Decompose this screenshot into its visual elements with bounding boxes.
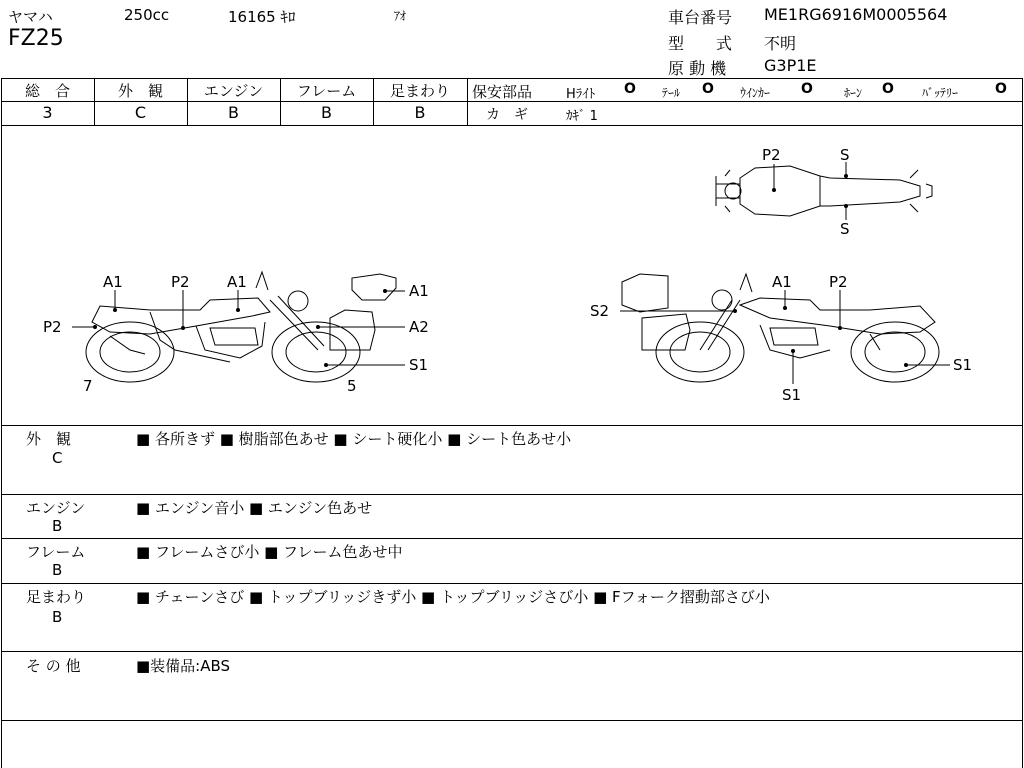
safety-mark-battery: O bbox=[995, 81, 1007, 97]
engine-value: G3P1E bbox=[764, 56, 817, 75]
section-title-other: そ の 他 bbox=[26, 657, 81, 675]
section-title-frame: フレーム bbox=[26, 543, 86, 561]
left-label-a2: A2 bbox=[409, 318, 429, 336]
grade-value-total: 3 bbox=[42, 103, 53, 122]
bottom-empty-row bbox=[1, 720, 1023, 768]
left-label-p2-seat: P2 bbox=[171, 273, 190, 291]
grade-value-frame: B bbox=[321, 103, 332, 122]
section-title-engine: エンジン bbox=[26, 499, 86, 517]
grade-label-exterior: 外 観 bbox=[117, 82, 163, 100]
left-label-a1-rear: A1 bbox=[103, 273, 123, 291]
safety-item-winker: ｳｲﾝｶｰ bbox=[740, 86, 771, 100]
safety-mark-winker: O bbox=[801, 81, 813, 97]
top-label-s-lower: S bbox=[840, 220, 850, 238]
damage-points bbox=[93, 174, 908, 367]
leader-lines bbox=[72, 162, 950, 384]
right-label-p2: P2 bbox=[829, 273, 848, 291]
section-text-suspension: ■ チェーンさび ■ トップブリッジきず小 ■ トップブリッジさび小 ■ Fフォーク摺動部さび小 bbox=[136, 588, 770, 606]
section-text-other: ■装備品:ABS bbox=[136, 657, 231, 675]
safety-item-horn: ﾎｰﾝ bbox=[844, 86, 863, 100]
grade-label-engine: エンジン bbox=[203, 82, 264, 100]
grade-value-engine: B bbox=[228, 103, 239, 122]
displacement: 250cc bbox=[124, 6, 170, 24]
left-label-a1-case: A1 bbox=[409, 282, 429, 300]
section-text-frame: ■ フレームさび小 ■ フレーム色あせ中 bbox=[136, 543, 403, 561]
section-grade-engine: B bbox=[52, 517, 63, 535]
engine-label: 原 動 機 bbox=[668, 59, 727, 78]
type-label: 型 式 bbox=[668, 34, 733, 53]
right-label-s1-front: S1 bbox=[953, 356, 973, 374]
key-label: カ ギ bbox=[486, 107, 528, 123]
section-text-exterior: ■ 各所きず ■ 樹脂部色あせ ■ シート硬化小 ■ シート色あせ小 bbox=[136, 430, 572, 448]
grade-value-suspension: B bbox=[414, 103, 426, 122]
safety-item-battery: ﾊﾞｯﾃﾘｰ bbox=[922, 86, 959, 100]
frame-no-label: 車台番号 bbox=[668, 8, 733, 27]
color: ｱｵ bbox=[394, 9, 407, 23]
section-text-engine: ■ エンジン音小 ■ エンジン色あせ bbox=[136, 499, 373, 517]
left-label-5: 5 bbox=[347, 377, 357, 395]
section-grade-suspension: B bbox=[52, 608, 63, 626]
safety-mark-horn: O bbox=[882, 81, 894, 97]
left-label-a1-tank: A1 bbox=[227, 273, 247, 291]
safety-mark-headlight: O bbox=[624, 81, 636, 97]
model-name: FZ25 bbox=[8, 26, 64, 51]
key-value: ｶｷﾞ 1 bbox=[566, 109, 598, 124]
left-label-p2-tail: P2 bbox=[43, 318, 62, 336]
grade-label-suspension: 足まわり bbox=[389, 82, 450, 100]
safety-label: 保安部品 bbox=[472, 83, 533, 101]
motorcycle-top-view bbox=[716, 166, 932, 216]
grade-label-total: 総 合 bbox=[24, 82, 70, 100]
section-title-exterior: 外 観 bbox=[26, 430, 72, 448]
section-grade-frame: B bbox=[52, 561, 63, 579]
maker: ヤマハ bbox=[8, 8, 53, 26]
safety-item-tail: ﾃｰﾙ bbox=[662, 86, 681, 100]
section-title-suspension: 足まわり bbox=[26, 588, 87, 606]
safety-mark-tail: O bbox=[702, 81, 714, 97]
right-label-s1-engine: S1 bbox=[782, 386, 802, 404]
left-label-s1: S1 bbox=[409, 356, 429, 374]
detail-sections bbox=[1, 425, 1023, 721]
left-label-7: 7 bbox=[83, 377, 93, 395]
top-label-p2: P2 bbox=[762, 146, 781, 164]
top-label-s-upper: S bbox=[840, 146, 850, 164]
grade-label-frame: フレーム bbox=[296, 82, 357, 100]
section-grade-exterior: C bbox=[52, 449, 63, 467]
right-label-s2: S2 bbox=[590, 302, 610, 320]
safety-item-headlight: Hﾗｲﾄ bbox=[566, 87, 596, 102]
grade-value-exterior: C bbox=[134, 103, 147, 122]
right-label-a1: A1 bbox=[772, 273, 792, 291]
type-value: 不明 bbox=[764, 34, 797, 53]
frame-no: ME1RG6916M0005564 bbox=[764, 5, 948, 24]
mileage: 16165 ｷﾛ bbox=[228, 8, 296, 26]
